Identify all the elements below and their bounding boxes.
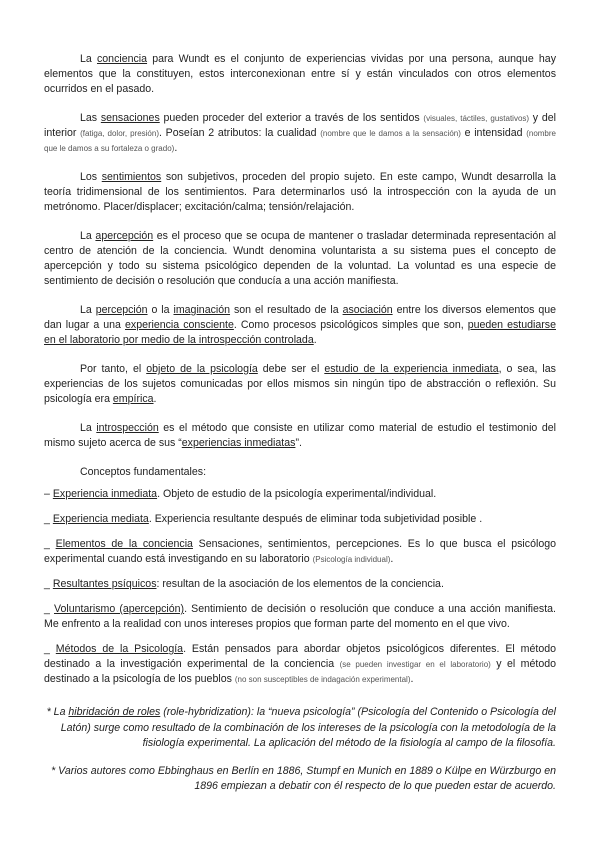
- note-small: (nombre que le damos a la sensación): [320, 129, 461, 138]
- concept-item: _ Elementos de la conciencia Sensaciones, sentimientos, percepciones. Es lo que busca el psicólogo experimental cuando está investigando en su laboratorio (Psicología individual).: [44, 538, 556, 565]
- concept-item: _ Métodos de la Psicología. Están pensados para abordar objetos psicológicos diferentes. El método destinado a la investigación experimental de la conciencia (se pueden investigar en el laboratorio) y el método destinado a la psicología de los pueblos (no son susceptibles de indagación experimental).: [44, 643, 557, 685]
- paragraph-percepcion: La percepción o la imaginación son el resultado de la asociación entre los diversos elementos que dan lugar a una experiencia consciente. Como procesos psicológicos simples que son, pueden estudiarse en el laboratorio por medio de la introspección controlada.: [44, 304, 556, 346]
- note-small: (visuales, táctiles, gustativos): [423, 114, 530, 123]
- paragraph-sentimientos: Los sentimientos son subjetivos, proceden del propio sujeto. En este campo, Wundt desarrolla la teoría tridimensional de los sentimientos. Para determinarlos usó la introspección con la ayuda de un metrónomo. Placer/displacer; excitación/calma; tensión/relajación.: [44, 171, 556, 213]
- term-apercepcion: apercepción: [95, 230, 154, 242]
- concepts-heading: Conceptos fundamentales:: [80, 466, 207, 478]
- footnote-hibridacion: * La hibridación de roles (role-hybridization): la “nueva psicología” (Psicología del Contenido o Psicología del Latón) surge como resultado de la combinación de los intereses de la psicología con la metodología de la fisiología experimental. La aplicación del método de la fisiología al campo de la filosofía.: [46, 706, 556, 749]
- concept-item: – Experiencia inmediata. Objeto de estudio de la psicología experimental/individual.: [44, 488, 437, 500]
- concept-item: _ Resultantes psíquicos: resultan de la asociación de los elementos de la conciencia.: [44, 578, 444, 590]
- term-sentimientos: sentimientos: [101, 171, 162, 183]
- concept-item: _ Voluntarismo (apercepción). Sentimiento de decisión o resolución que conduce a una acción manifiesta. Me enfrento a la realidad con unos intereses propios que forman parte del momento en el que vivo.: [44, 603, 556, 630]
- footnote-autores: * Varios autores como Ebbinghaus en Berlín en 1886, Stumpf en Munich en 1889 o Külpe en Würzburgo en 1896 empiezan a debatir con él respecto de lo que pueden estar de acuerdo.: [51, 764, 556, 792]
- paragraph-objeto: Por tanto, el objeto de la psicología debe ser el estudio de la experiencia inmediata, o sea, las experiencias de los sujetos comunicadas por ellos mismos sin ningún tipo de abstracción o reflexión. Su psicología era empírica.: [44, 363, 556, 405]
- paragraph-apercepcion: La apercepción es el proceso que se ocupa de mantener o trasladar determinada representación al centro de atención de la conciencia. Wundt denomina voluntarista a su sistema pues el concepto de apercepción y todo su sistema psicológico dependen de la voluntad. La voluntad es una especie de sentimiento de decisión o resolución que conducía a una acción manifiesta.: [44, 230, 556, 287]
- paragraph-introspeccion: La introspección es el método que consiste en utilizar como material de estudio el testimonio del mismo sujeto acerca de sus “experiencias inmediatas”.: [44, 422, 556, 449]
- concept-item: _ Experiencia mediata. Experiencia resultante después de eliminar toda subjetividad posible .: [44, 513, 483, 525]
- note-small: (fatiga, dolor, presión): [80, 129, 159, 138]
- paragraph-sensaciones: Las sensaciones pueden proceder del exterior a través de los sentidos (visuales, táctiles, gustativos) y del interior (fatiga, dolor, presión). Poseían 2 atributos: la cualidad (nombre que le damos a la sensación) e intensidad (nombre que le damos a su fortaleza o grado).: [44, 112, 556, 154]
- note-small: (nombre que le damos a su fortaleza o grado): [44, 129, 556, 153]
- term-conciencia: conciencia: [96, 53, 148, 65]
- term-sensaciones: sensaciones: [100, 112, 160, 124]
- paragraph-conciencia: La conciencia para Wundt es el conjunto de experiencias vividas por una persona, aunque hay elementos que la constituyen, estos interconexionan entre sí y están vinculados con otros elementos ocurridos en el pasado.: [44, 53, 556, 95]
